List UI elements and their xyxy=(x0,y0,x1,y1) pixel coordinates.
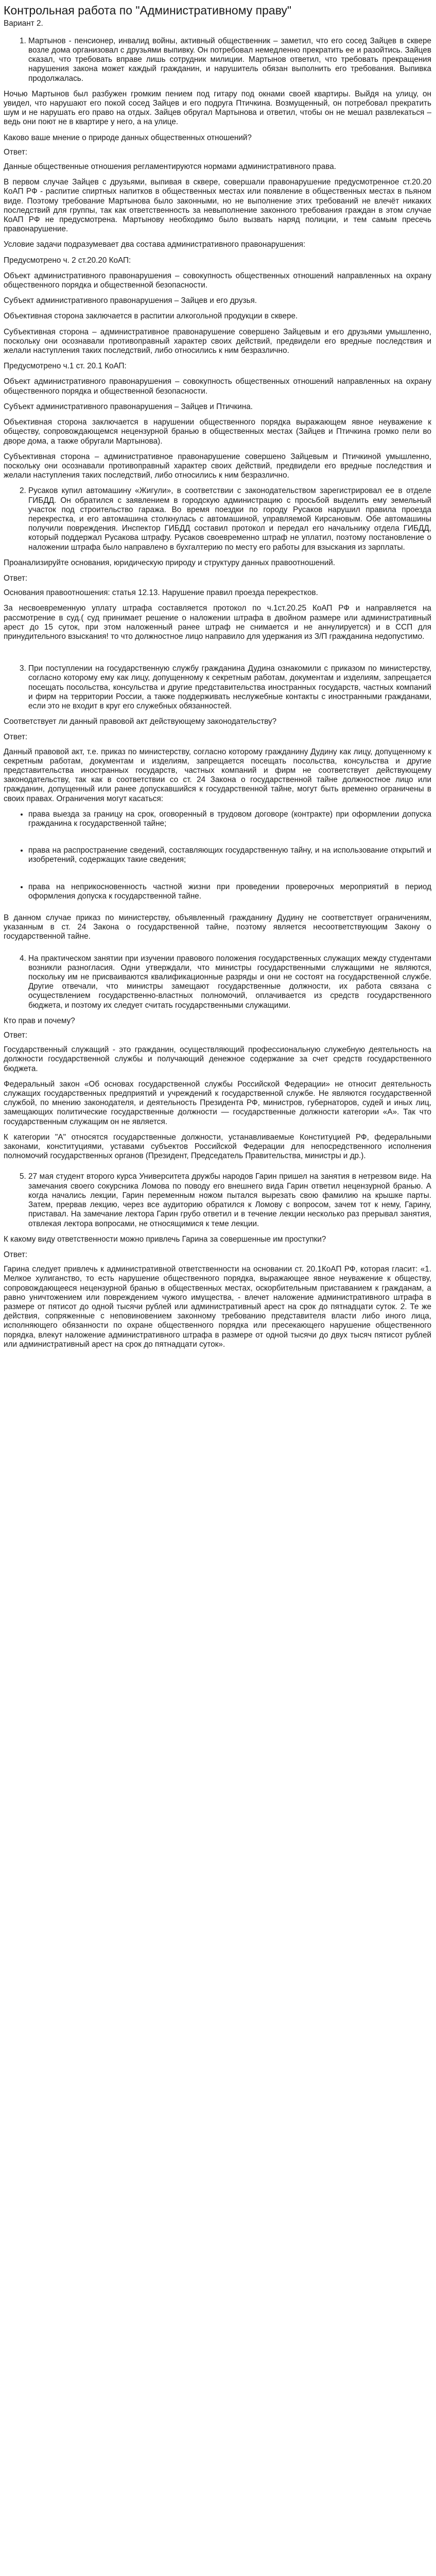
task-4-paragraph: Государственный служащий - это гражданин, осуществляющий профессиональную служебную деятельность на должности государственной службы и получающий денежное содержание за счет средств государственного бюджета. xyxy=(4,1045,431,1073)
task-list-1 xyxy=(4,37,431,83)
task-1-paragraph: Предусмотрено ч. 2 ст.20.20 КоАП: xyxy=(4,256,131,265)
task-list-4 xyxy=(4,954,431,1010)
document-title: Контрольная работа по "Административному праву" xyxy=(4,4,292,17)
task-4-statement: 4. На практическом занятии при изучении правового положения государственных служащих между студентами возникли разногласия. Одни утверждали, что министры государственными служащими не являются, поскольку им не присваиваются квалификационные разряды и они не состоят на государственной службе. Другие отвечали, что министры замещают государственные должности, их работа связана с осуществлением государственно-властных полномочий, оплачивается из средств государственного бюджета, и поэтому их следует считать государственными служащими. xyxy=(28,954,431,1010)
task-5-paragraph: Гарина следует привлечь к административной ответственности на основании ст. 20.1КоАП РФ, которая гласит: «1. Мелкое хулиганство, то есть нарушение общественного порядка, выражающее явное неуважение к обществу, сопровождающееся нецензурной бранью в общественных местах, оскорбительным приставанием к гражданам, а равно уничтожением или повреждением чужого имущества, - влечет наложение административного штрафа в размере от пятисот до одной тысячи рублей или административный арест на срок до пятнадцати суток. 2. Те же действия, сопряженные с неповиновением законному требованию представителя власти либо иного лица, исполняющего обязанности по охране общественного порядка или пресекающего нарушение общественного порядка, влекут наложение административного штрафа в размере от одной тысячи до двух тысяч пятисот рублей или административный арест на срок до пятнадцати суток». xyxy=(4,1265,431,1349)
task-5-answer-label: Ответ: xyxy=(4,1250,28,1259)
restriction-item: • права на распространение сведений, составляющих государственную тайну, и на использование открытий и изобретений, содержащих такие сведения; xyxy=(28,846,431,865)
task-5-statement: 5. 27 мая студент второго курса Университета дружбы народов Гарин пришел на занятия в нетрезвом виде. На замечания своего сокурсника Ломова по поводу его внешнего вида Гарин ответил нецензурной бранью. А когда начались лекции, Гарин переменным ножом пытался вырезать свою фамилию на крышке парты. Затем, прервав лекцию, через все аудиторию обратился к Ломову с вопросом, зачем тот к нему, Гарину, приставал. На замечание лектора Гарин грубо ответил и в течение лекции несколько раз прерывал занятия, отвлекая лектора вопросами, не относящимися к теме лекции. xyxy=(28,1172,431,1228)
task-4-paragraph: Федеральный закон «Об основах государственной службы Российской Федерации» не относит деятельность служащих государственных предприятий и учреждений к государственной службе. Не являются государственной службой, по мнению законодателя, и деятельность Президента РФ, министров, губернаторов, судей и иных лиц, замещающих политические государственные должности — государственные должности категории «А». Так что государственным служащим он не является. xyxy=(4,1079,431,1126)
task-1-paragraph: Объект административного правонарушения – совокупность общественных отношений направленных на охрану общественного порядка и общественной безопасности. xyxy=(4,377,431,396)
task-3-statement: 3. При поступлении на государственную службу гражданина Дудина ознакомили с приказом по министерству, согласно которому ему как лицу, допущенному к секретным работам, документам и изделиям, запрещается посещать посольства, консульства и другие представительства иностранных государств, частных компаний и фирм на территории России, а также поддерживать неслужебные контакты с иностранными гражданами, если это не входит в круг его служебных обязанностей. xyxy=(28,664,431,711)
task-1-paragraph: Объективная сторона заключается в распитии алкогольной продукции в сквере. xyxy=(4,312,298,321)
task-1-paragraph: Объективная сторона заключается в нарушении общественного порядка выражающем явное неуважение к обществу, сопровождающемся нецензурной бранью в общественных местах (Зайцев и Птичкина громко пели во дворе дома, а также обругали Мартынова). xyxy=(4,418,431,446)
task-3-question: Соответствует ли данный правовой акт действующему законодательству? xyxy=(4,717,277,726)
task-list-2 xyxy=(4,486,431,552)
task-3-conclusion: В данном случае приказ по министерству, объявленный гражданину Дудину не соответствует ограничениям, указанным в ст. 24 Закона о государственной тайне, поэтому является несоответствующим Закону о государственной тайне. xyxy=(4,913,431,941)
task-1-paragraph: Субъект административного правонарушения – Зайцев и Птичкина. xyxy=(4,402,253,411)
task-1-question: Каково ваше мнение о природе данных общественных отношений? xyxy=(4,133,252,142)
task-1-paragraph: Ночью Мартынов был разбужен громким пением под гитару под окнами своей квартиры. Выйдя на улицу, он увидел, что нарушают его покой сосед Зайцев и его подруга Птичкина. Возмущенный, он потребовал прекратить шум и не нарушать его право на отдых. Зайцев обругал Мартынова и ответил, чтобы он не мешал развлекаться – ведь они поют не в квартире у него, а на улице. xyxy=(4,89,431,127)
task-2-paragraph: Основания правоотношения: статья 12.13. Нарушение правил проезда перекрестков. xyxy=(4,588,318,598)
task-1-answer-label: Ответ: xyxy=(4,147,28,157)
task-1-paragraph: Данные общественные отношения регламентируются нормами административного права. xyxy=(4,162,337,172)
task-2-paragraph: За несвоевременную уплату штрафа составляется протокол по ч.1ст.20.25 КоАП РФ и направляется на рассмотрение в суд.( суд принимает решение о наложении штрафа в двойном размере или административный арест до 15 суток, при этом наложенный ранее штраф не снимается и не аннулируется) и в ССП для принудительного взыскания! то что должностное лицо направило для удержания из З/П гражданина недопустимо. xyxy=(4,604,431,641)
task-1-statement: 1. Мартынов - пенсионер, инвалид войны, активный общественник – заметил, что его сосед Зайцев в сквере возле дома организовал с друзьями выпивку. Он потребовал немедленно прекратить ее и разойтись. Зайцев сказал, что требовать вправе лишь сотрудник милиции. Мартынов ответил, что требовать прекращения нарушения закона может каждый гражданин, и нарушитель обязан выполнить его требования. Выпивка продолжалась. xyxy=(28,37,431,83)
restriction-item: • права на неприкосновенность частной жизни при проведении проверочных мероприятий в период оформления допуска к государственной тайне. xyxy=(28,883,431,901)
variant-label: Вариант 2. xyxy=(4,19,43,28)
task-1-paragraph: В первом случае Зайцев с друзьями, выпивая в сквере, совершали правонарушение предусмотренное ст.20.20 КоАП РФ - распитие спиртных напитков в общественных местах или появление в общественных местах в пьяном виде. Поэтому требование Мартынова было законными, но не выполнение этих требований не влечёт никаких последствий для группы, так как ответственность за невыполнение законного требования граждан в этом случае КоАП РФ не предусмотрена. Мартынову необходимо было вызвать наряд полиции, и тем самым пресечь правонарушение. xyxy=(4,178,431,234)
task-4-paragraph: К категории "А" относятся государственные должности, устанавливаемые Конституцией РФ, федеральными законами, конституциями, уставами субъектов Российской Федерации для непосредственного исполнения полномочий государственных органов (Президент, Председатель Правительства, министры и др.). xyxy=(4,1132,431,1161)
task-1-paragraph: Объект административного правонарушения – совокупность общественных отношений направленных на охрану общественного порядка и общественной безопасности. xyxy=(4,271,431,290)
task-4-question: Кто прав и почему? xyxy=(4,1016,75,1025)
task-list-3 xyxy=(4,664,431,711)
task-1-paragraph: Субъективная сторона – административное правонарушение совершено Зайцевым и его друзьями умышленно, поскольку они осознавали противоправный характер своих действий, предвидели его вредные последствия и желали наступления таких последствий, либо относились к ним безразлично. xyxy=(4,327,431,355)
task-2-answer-label: Ответ: xyxy=(4,573,28,583)
task-4-answer-label: Ответ: xyxy=(4,1031,28,1040)
task-2-statement: 2. Русаков купил автомашину «Жигули», в соответствии с законодательством зарегистрировал ее в отделе ГИБДД. Он обратился с заявлением в городскую администрацию с просьбой выделить ему земельный участок под строительство гаража. Во время поездки по городу Русаков нарушил правила проезда перекрестка, и его автомашина столкнулась с автомашиной, управляемой Кирсановым. Обе автомашины получили повреждения. Инспектор ГИБДД составил протокол и передал его начальнику отдела ГИБДД, который поддержал Русакова штрафу. Русаков своевременно штраф не уплатил, поэтому постановление о наложении штрафа было направлено в бухгалтерию по месту его работы для взыскания из зарплаты. xyxy=(28,486,431,552)
task-1-paragraph: Субъект административного правонарушения – Зайцев и его друзья. xyxy=(4,296,257,306)
task-list-5 xyxy=(4,1172,431,1228)
restriction-item: • права выезда за границу на срок, оговоренный в трудовом договоре (контракте) при оформлении допуска гражданина к государственной тайне; xyxy=(28,810,431,828)
task-1-paragraph: Условие задачи подразумевает два состава административного правонарушения: xyxy=(4,240,306,249)
restrictions-list xyxy=(4,810,431,901)
task-2-question: Проанализируйте основания, юридическую природу и структуру данных правоотношений. xyxy=(4,558,336,567)
task-3-paragraph: Данный правовой акт, т.е. приказ по министерству, согласно которому гражданину Дудину как лицу, допущенному к секретным работам, документам и изделиям, запрещается посещать посольства, консульства и другие представительства иностранных государств, частных компаний и фирм не соответствует действующему законодательству, так как в соответствии со ст. 24 Закона о государственной тайне должностное лицо или гражданин, допущенный или ранее допускавшийся к государственной тайне, могут быть временно ограничены в своих правах. Ограничения могут касаться: xyxy=(4,747,431,803)
task-3-answer-label: Ответ: xyxy=(4,733,28,742)
task-5-question: К какому виду ответственности можно привлечь Гарина за совершенные им проступки? xyxy=(4,1234,326,1244)
task-1-paragraph: Предусмотрено ч.1 ст. 20.1 КоАП: xyxy=(4,362,127,371)
task-1-paragraph: Субъективная сторона – административное правонарушение совершено Зайцевым и Птичкиной умышленно, поскольку они осознавали противоправный характер своих действий, предвидели его вредные последствия и желали наступления таких последствий, либо относились к ним безразлично. xyxy=(4,452,431,480)
